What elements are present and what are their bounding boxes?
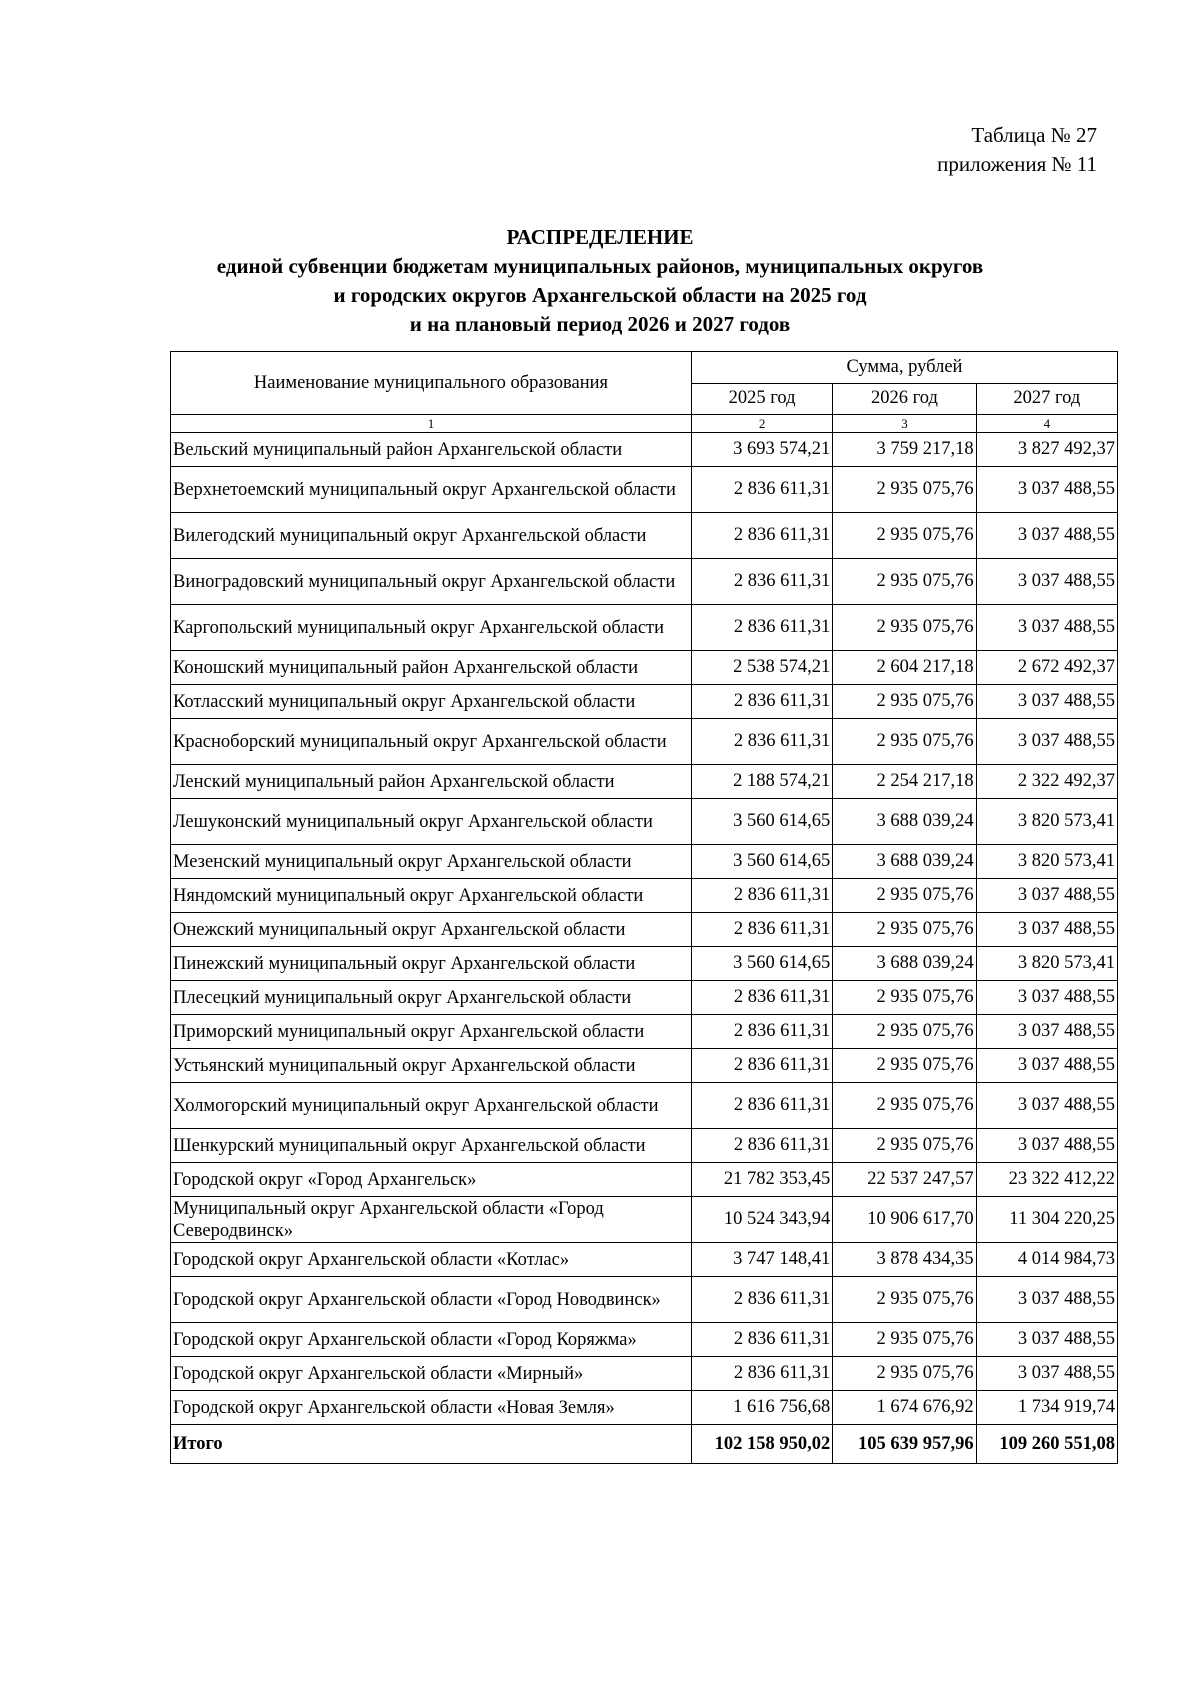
amount-2025: 2 188 574,21 (691, 765, 832, 799)
municipality-name: Городской округ Архангельской области «Город Новодвинск» (171, 1277, 692, 1323)
table-row (171, 1357, 1118, 1391)
amount-2026: 3 878 434,35 (833, 1243, 976, 1277)
municipality-name: Ленский муниципальный район Архангельской области (171, 765, 692, 799)
table-row (171, 559, 1118, 605)
column-header-2026: 2026 год (833, 383, 976, 415)
amount-2026: 2 935 075,76 (833, 879, 976, 913)
municipality-name: Городской округ Архангельской области «Новая Земля» (171, 1391, 692, 1425)
table-row (171, 685, 1118, 719)
amount-2026: 2 935 075,76 (833, 981, 976, 1015)
table-row (171, 1163, 1118, 1197)
table-row (171, 605, 1118, 651)
amount-2025: 2 836 611,31 (691, 467, 832, 513)
amount-2027: 3 037 488,55 (976, 913, 1117, 947)
amount-2027: 23 322 412,22 (976, 1163, 1117, 1197)
amount-2025: 2 538 574,21 (691, 651, 832, 685)
amount-2025: 3 693 574,21 (691, 433, 832, 467)
table-row (171, 879, 1118, 913)
amount-2026: 2 935 075,76 (833, 1015, 976, 1049)
table-row (171, 1197, 1118, 1243)
table-row (171, 1015, 1118, 1049)
amount-2025: 2 836 611,31 (691, 1015, 832, 1049)
table-row (171, 719, 1118, 765)
amount-2027: 3 037 488,55 (976, 467, 1117, 513)
amount-2025: 2 836 611,31 (691, 879, 832, 913)
amount-2027: 3 037 488,55 (976, 559, 1117, 605)
amount-2027: 3 037 488,55 (976, 1049, 1117, 1083)
amount-2026: 2 935 075,76 (833, 685, 976, 719)
total-2026: 105 639 957,96 (833, 1425, 976, 1464)
amount-2025: 1 616 756,68 (691, 1391, 832, 1425)
table-row (171, 1391, 1118, 1425)
amount-2027: 3 037 488,55 (976, 685, 1117, 719)
amount-2025: 2 836 611,31 (691, 513, 832, 559)
total-2027: 109 260 551,08 (976, 1425, 1117, 1464)
amount-2027: 3 820 573,41 (976, 845, 1117, 879)
column-header-sum: Сумма, рублей (691, 352, 1117, 384)
amount-2025: 2 836 611,31 (691, 559, 832, 605)
amount-2027: 3 037 488,55 (976, 605, 1117, 651)
table-row (171, 981, 1118, 1015)
amount-2025: 2 836 611,31 (691, 719, 832, 765)
amount-2027: 3 820 573,41 (976, 947, 1117, 981)
table-number: Таблица № 27 (971, 123, 1097, 147)
municipality-name: Вельский муниципальный район Архангельской области (171, 433, 692, 467)
amount-2025: 2 836 611,31 (691, 1323, 832, 1357)
amount-2027: 3 827 492,37 (976, 433, 1117, 467)
column-header-name: Наименование муниципального образования (171, 352, 692, 415)
municipality-name: Пинежский муниципальный округ Архангельской области (171, 947, 692, 981)
total-2025: 102 158 950,02 (691, 1425, 832, 1464)
table-row (171, 765, 1118, 799)
amount-2026: 3 688 039,24 (833, 947, 976, 981)
table-body (171, 433, 1118, 1425)
column-header-2025: 2025 год (691, 383, 832, 415)
amount-2027: 2 322 492,37 (976, 765, 1117, 799)
amount-2026: 2 935 075,76 (833, 913, 976, 947)
table-row (171, 1243, 1118, 1277)
municipality-name: Няндомский муниципальный округ Архангельской области (171, 879, 692, 913)
amount-2026: 1 674 676,92 (833, 1391, 976, 1425)
amount-2026: 2 935 075,76 (833, 1277, 976, 1323)
amount-2025: 3 747 148,41 (691, 1243, 832, 1277)
amount-2027: 4 014 984,73 (976, 1243, 1117, 1277)
municipality-name: Городской округ Архангельской области «Город Коряжма» (171, 1323, 692, 1357)
total-row (171, 1425, 1118, 1464)
amount-2026: 2 935 075,76 (833, 1049, 976, 1083)
table-row (171, 651, 1118, 685)
amount-2026: 10 906 617,70 (833, 1197, 976, 1243)
municipality-name: Онежский муниципальный округ Архангельской области (171, 913, 692, 947)
budget-table (170, 351, 1118, 1464)
municipality-name: Плесецкий муниципальный округ Архангельской области (171, 981, 692, 1015)
amount-2026: 2 935 075,76 (833, 467, 976, 513)
municipality-name: Коношский муниципальный район Архангельской области (171, 651, 692, 685)
column-number-2: 2 (691, 415, 832, 433)
amount-2026: 2 935 075,76 (833, 1323, 976, 1357)
column-number-4: 4 (976, 415, 1117, 433)
municipality-name: Верхнетоемский муниципальный округ Архангельской области (171, 467, 692, 513)
table-reference (937, 121, 1097, 179)
table-row (171, 513, 1118, 559)
municipality-name: Виноградовский муниципальный округ Архангельской области (171, 559, 692, 605)
municipality-name: Лешуконский муниципальный округ Архангельской области (171, 799, 692, 845)
table-row (171, 799, 1118, 845)
municipality-name: Мезенский муниципальный округ Архангельской области (171, 845, 692, 879)
amount-2027: 3 820 573,41 (976, 799, 1117, 845)
municipality-name: Городской округ Архангельской области «Котлас» (171, 1243, 692, 1277)
municipality-name: Каргопольский муниципальный округ Архангельской области (171, 605, 692, 651)
municipality-name: Вилегодский муниципальный округ Архангельской области (171, 513, 692, 559)
amount-2025: 2 836 611,31 (691, 1049, 832, 1083)
table-row (171, 947, 1118, 981)
amount-2025: 2 836 611,31 (691, 605, 832, 651)
title-line-2: единой субвенции бюджетам муниципальных районов, муниципальных округов (216, 254, 984, 278)
column-number-3: 3 (833, 415, 976, 433)
total-label: Итого (171, 1425, 692, 1464)
municipality-name: Устьянский муниципальный округ Архангельской области (171, 1049, 692, 1083)
amount-2026: 2 935 075,76 (833, 559, 976, 605)
amount-2025: 3 560 614,65 (691, 947, 832, 981)
amount-2026: 3 688 039,24 (833, 799, 976, 845)
column-header-2027: 2027 год (976, 383, 1117, 415)
title-line-3: и городских округов Архангельской области на 2025 год (333, 283, 867, 307)
amount-2025: 10 524 343,94 (691, 1197, 832, 1243)
amount-2025: 2 836 611,31 (691, 981, 832, 1015)
amount-2027: 3 037 488,55 (976, 879, 1117, 913)
table-row (171, 1049, 1118, 1083)
table-row (171, 913, 1118, 947)
table-row (171, 1277, 1118, 1323)
table-footer (171, 1425, 1118, 1464)
amount-2025: 3 560 614,65 (691, 845, 832, 879)
amount-2025: 2 836 611,31 (691, 685, 832, 719)
amount-2025: 2 836 611,31 (691, 1083, 832, 1129)
municipality-name: Котласский муниципальный округ Архангельской области (171, 685, 692, 719)
table-row (171, 1083, 1118, 1129)
amount-2027: 3 037 488,55 (976, 719, 1117, 765)
amount-2027: 3 037 488,55 (976, 513, 1117, 559)
amount-2025: 2 836 611,31 (691, 1129, 832, 1163)
table-row (171, 1323, 1118, 1357)
amount-2027: 1 734 919,74 (976, 1391, 1117, 1425)
amount-2026: 2 935 075,76 (833, 1129, 976, 1163)
municipality-name: Шенкурский муниципальный округ Архангельской области (171, 1129, 692, 1163)
amount-2026: 2 604 217,18 (833, 651, 976, 685)
municipality-name: Холмогорский муниципальный округ Архангельской области (171, 1083, 692, 1129)
amount-2025: 2 836 611,31 (691, 1357, 832, 1391)
municipality-name: Красноборский муниципальный округ Архангельской области (171, 719, 692, 765)
amount-2026: 2 935 075,76 (833, 605, 976, 651)
amount-2026: 2 935 075,76 (833, 1083, 976, 1129)
amount-2026: 3 688 039,24 (833, 845, 976, 879)
amount-2026: 2 935 075,76 (833, 1357, 976, 1391)
amount-2027: 2 672 492,37 (976, 651, 1117, 685)
amount-2027: 3 037 488,55 (976, 1323, 1117, 1357)
amount-2027: 11 304 220,25 (976, 1197, 1117, 1243)
amount-2026: 22 537 247,57 (833, 1163, 976, 1197)
table-header (171, 352, 1118, 433)
municipality-name: Городской округ «Город Архангельск» (171, 1163, 692, 1197)
amount-2027: 3 037 488,55 (976, 1357, 1117, 1391)
column-number-1: 1 (171, 415, 692, 433)
amount-2026: 3 759 217,18 (833, 433, 976, 467)
amount-2026: 2 254 217,18 (833, 765, 976, 799)
amount-2026: 2 935 075,76 (833, 719, 976, 765)
amount-2026: 2 935 075,76 (833, 513, 976, 559)
table-row (171, 433, 1118, 467)
table-row (171, 845, 1118, 879)
amount-2027: 3 037 488,55 (976, 981, 1117, 1015)
amount-2027: 3 037 488,55 (976, 1129, 1117, 1163)
table-row (171, 467, 1118, 513)
municipality-name: Муниципальный округ Архангельской области «Город Северодвинск» (171, 1197, 692, 1243)
amount-2027: 3 037 488,55 (976, 1083, 1117, 1129)
title-line-1: РАСПРЕДЕЛЕНИЕ (506, 225, 694, 249)
appendix-number: приложения № 11 (937, 152, 1097, 176)
table-row (171, 1129, 1118, 1163)
amount-2027: 3 037 488,55 (976, 1015, 1117, 1049)
amount-2025: 21 782 353,45 (691, 1163, 832, 1197)
title-line-4: и на плановый период 2026 и 2027 годов (409, 312, 791, 336)
municipality-name: Приморский муниципальный округ Архангельской области (171, 1015, 692, 1049)
amount-2025: 3 560 614,65 (691, 799, 832, 845)
municipality-name: Городской округ Архангельской области «Мирный» (171, 1357, 692, 1391)
document-title (0, 223, 1200, 339)
amount-2025: 2 836 611,31 (691, 1277, 832, 1323)
amount-2025: 2 836 611,31 (691, 913, 832, 947)
amount-2027: 3 037 488,55 (976, 1277, 1117, 1323)
